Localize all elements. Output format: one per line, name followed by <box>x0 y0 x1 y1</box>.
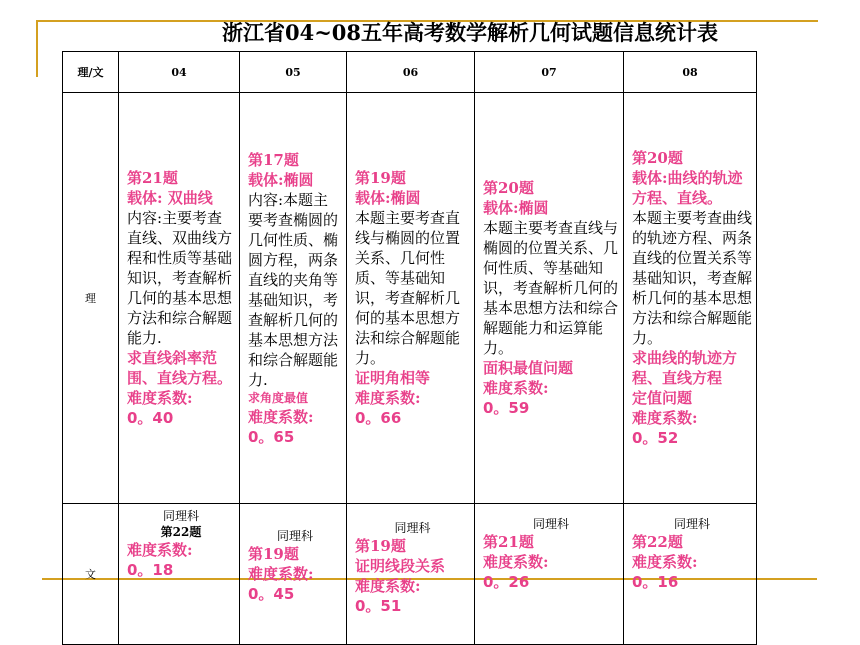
cell-science-06 <box>347 93 475 504</box>
difficulty-value: 0。16 <box>632 573 679 591</box>
difficulty-value: 0。40 <box>127 409 174 427</box>
stats-table <box>62 51 757 645</box>
difficulty-label: 难度系数: <box>483 553 549 571</box>
row-label-science: 理 <box>63 93 119 504</box>
question-number: 第21题 <box>127 169 178 187</box>
task: 证明角相等 <box>355 369 431 387</box>
header-type: 理/文 <box>63 52 119 93</box>
difficulty-value: 0。65 <box>248 427 295 446</box>
cell-arts-04 <box>119 504 240 645</box>
header-04: 04 <box>119 52 240 93</box>
question-number: 第20题 <box>632 149 683 167</box>
same-as-science-note: 同理科 <box>162 509 199 523</box>
question-number: 第22题 <box>632 533 683 551</box>
question-number: 第21题 <box>483 533 534 551</box>
task-secondary: 定值问题 <box>632 389 693 407</box>
header-06: 06 <box>347 52 475 93</box>
cell-arts-05 <box>240 504 347 645</box>
task: 求角度最值 <box>248 390 309 405</box>
carrier: 载体:曲线的轨迹方程、直线。 <box>632 169 743 207</box>
row-label-arts: 文 <box>63 504 119 645</box>
carrier: 载体:椭圆 <box>483 199 549 217</box>
difficulty-value: 0。18 <box>127 561 174 579</box>
task: 面积最值问题 <box>483 359 574 377</box>
question-number: 第19题 <box>355 169 406 187</box>
header-08: 08 <box>624 52 757 93</box>
difficulty-label: 难度系数: <box>248 565 314 583</box>
header-07: 07 <box>475 52 624 93</box>
difficulty-value: 0。59 <box>483 399 530 417</box>
task: 求直线斜率范围、直线方程。 <box>127 349 233 387</box>
difficulty-value: 0。51 <box>355 597 402 615</box>
difficulty-value: 0。52 <box>632 429 679 447</box>
header-row <box>63 52 757 93</box>
same-as-science-note: 同理科 <box>673 517 710 531</box>
cell-arts-07 <box>475 504 624 645</box>
difficulty-value: 0。66 <box>355 409 402 427</box>
cell-science-07 <box>475 93 624 504</box>
cell-arts-06 <box>347 504 475 645</box>
task: 证明线段关系 <box>355 557 446 575</box>
question-number: 第19题 <box>355 537 406 555</box>
cell-science-04 <box>119 93 240 504</box>
difficulty-label: 难度系数: <box>355 389 421 407</box>
difficulty-label: 难度系数: <box>483 379 549 397</box>
same-as-science-note: 同理科 <box>394 521 431 535</box>
cell-science-05 <box>240 93 347 504</box>
content: 内容:本题主要考查椭圆的几何性质、椭圆方程，两条直线的夹角等基础知识，考查解析几何的基本思想方法和综合解题能力. <box>248 190 339 389</box>
question-number: 第22题 <box>160 525 202 539</box>
same-as-science-note: 同理科 <box>276 529 313 543</box>
carrier: 载体:椭圆 <box>355 189 421 207</box>
same-as-science-note: 同理科 <box>532 517 569 531</box>
question-number: 第19题 <box>248 545 299 563</box>
difficulty-label: 难度系数: <box>248 407 314 426</box>
difficulty-label: 难度系数: <box>632 553 698 571</box>
content: 本题主要考查直线与椭圆的位置关系、几何性质、等基础知识，考查解析几何的基本思想方法和综合解题能力和运算能力。 <box>483 219 619 357</box>
content: 本题主要考查曲线的轨迹方程、两条直线的位置关系等基础知识，考查解析几何的基本思想方法和综合解题能力。 <box>632 209 753 347</box>
decorative-rule-left <box>36 20 38 77</box>
science-row <box>63 93 757 504</box>
page-title: 浙江省04~08五年高考数学解析几何试题信息统计表 <box>221 20 719 45</box>
carrier: 载体:椭圆 <box>248 170 314 189</box>
cell-science-08 <box>624 93 757 504</box>
question-number: 第17题 <box>248 150 299 169</box>
arts-row <box>63 504 757 645</box>
cell-arts-08 <box>624 504 757 645</box>
difficulty-label: 难度系数: <box>355 577 421 595</box>
question-number: 第20题 <box>483 179 534 197</box>
difficulty-label: 难度系数: <box>127 541 193 559</box>
difficulty-value: 0。45 <box>248 585 295 603</box>
difficulty-label: 难度系数: <box>127 389 193 407</box>
content: 本题主要考查直线与椭圆的位置关系、几何性质、等基础知识，考查解析几何的基本思想方法和综合解题能力。 <box>355 209 461 367</box>
difficulty-label: 难度系数: <box>632 409 698 427</box>
header-05: 05 <box>240 52 347 93</box>
content: 内容:主要考查直线、双曲线方程和性质等基础知识，考查解析几何的基本思想方法和综合解题能力. <box>127 209 233 347</box>
difficulty-value: 0。26 <box>483 573 530 591</box>
task: 求曲线的轨迹方程、直线方程 <box>632 349 738 387</box>
carrier: 载体: 双曲线 <box>127 189 213 207</box>
